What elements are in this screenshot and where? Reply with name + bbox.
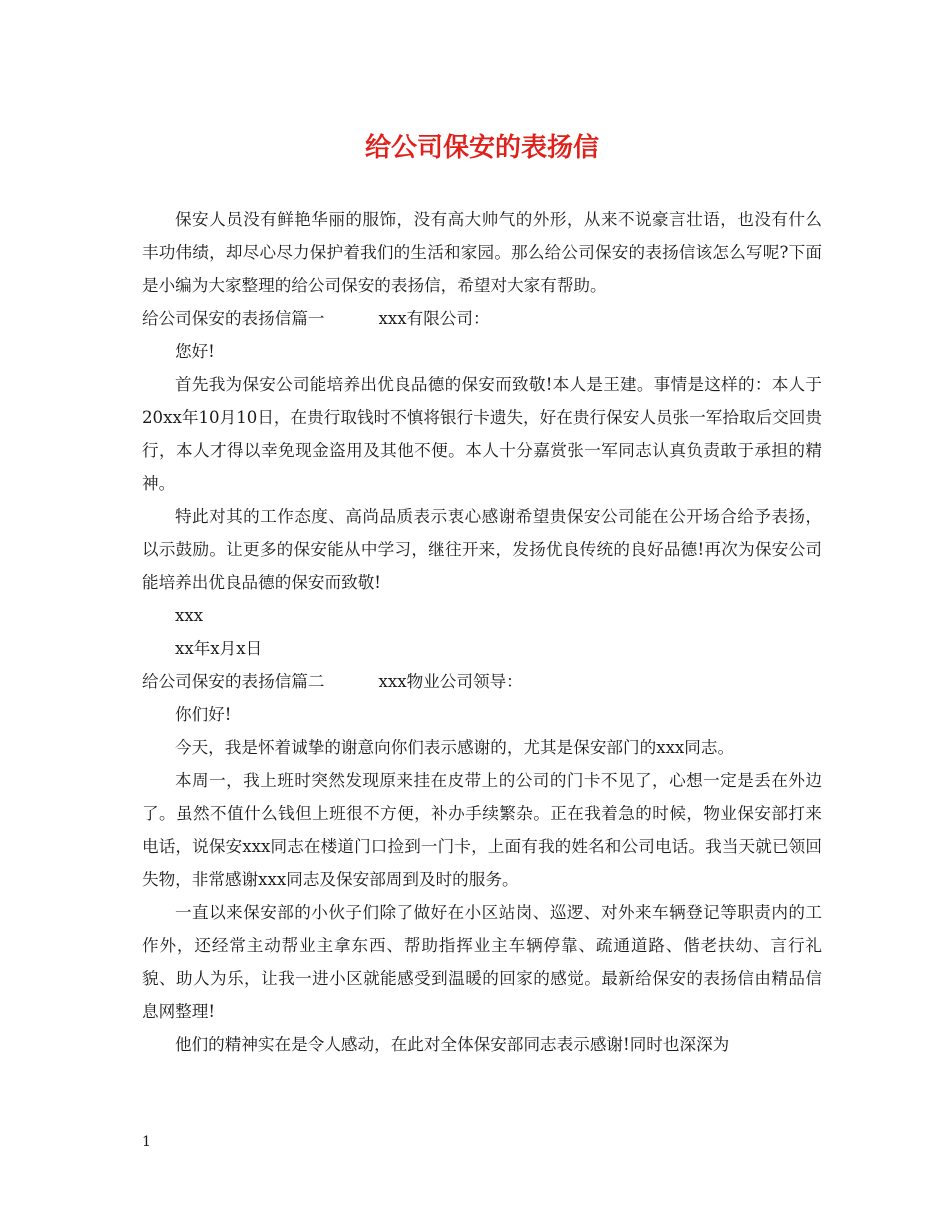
letter1-date: xx年x月x日 (175, 639, 263, 658)
letter2-paragraph-3: 一直以来保安部的小伙子们除了做好在小区站岗、巡逻、对外来车辆登记等职责内的工作外，还经常主动帮业主拿东西、帮助指挥业主车辆停靠、疏通道路、偕老扶幼、言行礼貌、助人为乐，让我一进小区就能感受到温暖的回家的感觉。最新给保安的表扬信由精品信息网整理! (142, 903, 822, 1021)
letter1-heading-line (142, 302, 822, 335)
letter2-paragraph-2: 本周一，我上班时突然发现原来挂在皮带上的公司的门卡不见了，心想一定是丢在外边了。虽然不值什么钱但上班很不方便，补办手续繁杂。正在我着急的时候，物业保安部打来电话，说保安xxx同志在楼道门口捡到一门卡，上面有我的姓名和公司电话。我当天就已领回失物，非常感谢xxx同志及保安部周到及时的服务。 (142, 771, 822, 889)
letter1-addressee: xxx有限公司： (378, 309, 490, 328)
letter2-paragraph-4: 他们的精神实在是令人感动，在此对全体保安部同志表示感谢!同时也深深为 (175, 1035, 730, 1054)
letter1-paragraph-2: 特此对其的工作态度、高尚品质表示衷心感谢希望贵保安公司能在公开场合给予表扬，以示鼓励。让更多的保安能从中学习，继往开来，发扬优良传统的良好品德!再次为保安公司能培养出优良品德的保安而致敬! (142, 507, 822, 592)
letter1-signature: xxx (175, 606, 204, 625)
letter2-heading: 给公司保安的表扬信篇二 (142, 672, 325, 691)
page-number: 1 (142, 1134, 151, 1150)
intro-paragraph: 保安人员没有鲜艳华丽的服饰，没有高大帅气的外形，从来不说豪言壮语，也没有什么丰功伟绩，却尽心尽力保护着我们的生活和家园。那么给公司保安的表扬信该怎么写呢?下面是小编为大家整理的给公司保安的表扬信，希望对大家有帮助。 (142, 210, 822, 295)
letter2-addressee: xxx物业公司领导： (378, 672, 523, 691)
letter2-greeting: 你们好! (175, 705, 232, 724)
document-title: 给公司保安的表扬信 (364, 133, 599, 163)
letter2-heading-line (142, 665, 822, 698)
letter1-heading: 给公司保安的表扬信篇一 (142, 309, 325, 328)
letter1-greeting: 您好! (175, 342, 215, 361)
letter2-paragraph-1: 今天，我是怀着诚挚的谢意向你们表示感谢的，尤其是保安部门的xxx同志。 (175, 738, 735, 757)
letter1-paragraph-1: 首先我为保安公司能培养出优良品德的保安而致敬!本人是王建。事情是这样的：本人于20xx年10月10日，在贵行取钱时不慎将银行卡遗失，好在贵行保安人员张一军拾取后交回贵行，本人才得以幸免现金盗用及其他不便。本人十分嘉赏张一军同志认真负责敢于承担的精神。 (142, 375, 822, 493)
document-body (142, 203, 822, 1061)
